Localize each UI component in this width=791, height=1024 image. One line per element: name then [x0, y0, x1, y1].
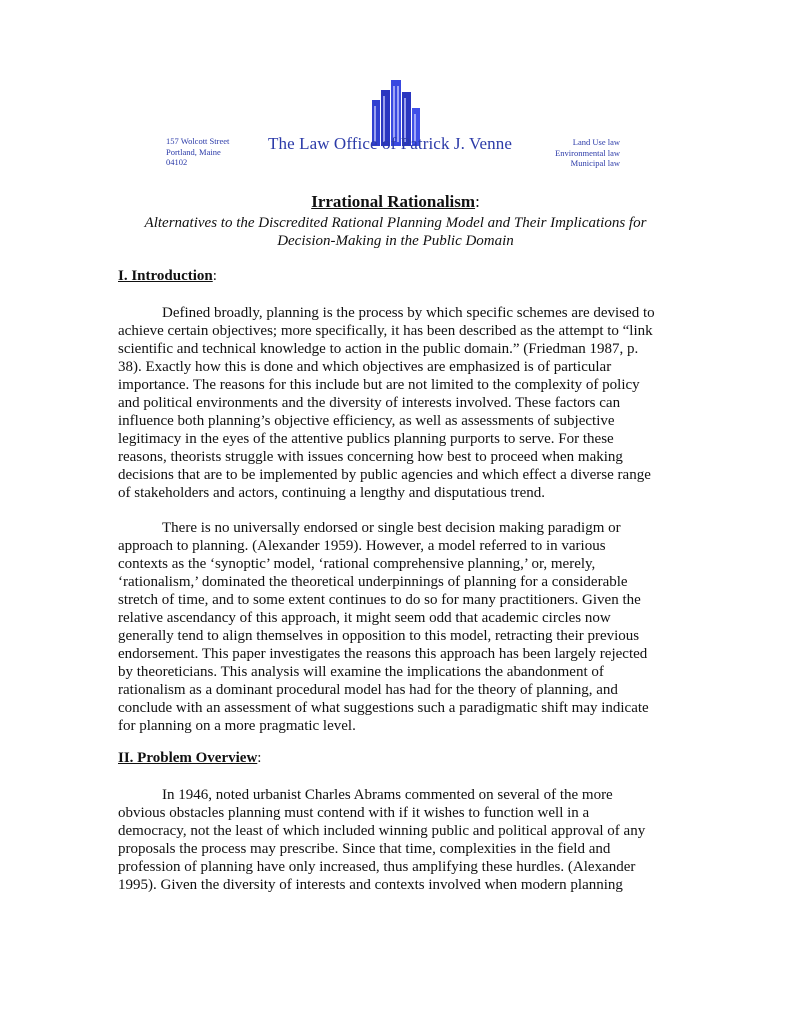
section-heading-colon: :	[212, 268, 217, 284]
firm-address	[166, 136, 229, 168]
practice-line: Municipal law	[570, 158, 620, 168]
text-line: There is no universally endorsed or single best decision making paradigm or	[162, 520, 621, 536]
address-line: 157 Wolcott Street	[166, 136, 230, 146]
practice-line: Environmental law	[555, 147, 620, 158]
section-heading-problem-overview	[118, 750, 261, 767]
text-line: contexts as the ‘synoptic’ model, ‘rational comprehensive planning,’ or, merely,	[118, 556, 596, 572]
text-line: ‘rationalism,’ dominated the theoretical underpinnings of planning for a considerable	[118, 574, 628, 590]
practice-areas	[548, 137, 620, 169]
text-line: profession of planning have only increased, thus amplifying these hurdles. (Alexander	[118, 859, 636, 875]
section-heading-text: II. Problem Overview	[118, 750, 258, 766]
text-line: influence both planning’s objective efficiency, as well as assessments of subjective	[118, 413, 615, 429]
title-colon: :	[475, 192, 480, 211]
subtitle-line: Decision-Making in the Public Domain	[277, 233, 514, 249]
document-title	[0, 192, 791, 212]
paragraph	[118, 519, 678, 735]
letterhead	[0, 70, 791, 180]
firm-name: The Law Office of Patrick J. Venne	[268, 134, 512, 153]
text-line: obvious obstacles planning must contend with if it wishes to function well in a	[118, 805, 590, 821]
practice-line: Land Use law	[572, 137, 620, 147]
text-line: 38). Exactly how this is done and which objectives are emphasized is of particular	[118, 359, 612, 375]
text-line: scientific and technical knowledge to action in the public domain.” (Friedman 1987, p.	[118, 341, 639, 357]
text-line: achieve certain objectives; more specifically, it has been described as the attempt to “link	[118, 323, 653, 339]
text-line: by theoreticians. This analysis will examine the implications the abandonment of	[118, 664, 604, 680]
address-line: Portland, Maine	[166, 146, 221, 157]
title-text: Irrational Rationalism	[311, 192, 476, 211]
text-line: endorsement. This paper investigates the reasons this approach has been largely rejected	[118, 646, 648, 662]
text-line: rationalism as a dominant procedural model has had for the theory of planning, and	[118, 682, 618, 698]
text-line: 1995). Given the diversity of interests and contexts involved when modern planning	[118, 877, 623, 893]
text-line: relative ascendancy of this approach, it might seem odd that academic circles now	[118, 610, 611, 626]
text-line: proposals the process may prescribe. Since that time, complexities in the field and	[118, 841, 611, 857]
paragraph	[118, 786, 678, 894]
document-subtitle	[110, 214, 681, 250]
text-line: reasons, theorists struggle with issues concerning how best to proceed when making	[118, 449, 623, 465]
text-line: conclude with an assessment of what suggestions such a paradigmatic shift may indicate	[118, 700, 649, 716]
address-line: 04102	[166, 157, 188, 167]
text-line: for planning on a more pragmatic level.	[118, 718, 356, 734]
section-heading-introduction	[118, 268, 217, 285]
text-line: Defined broadly, planning is the process by which specific schemes are devised to	[162, 305, 655, 321]
text-line: and political environments and the diversity of interests involved. These factors can	[118, 395, 621, 411]
section-heading-colon: :	[257, 750, 262, 766]
text-line: generally tend to align themselves in opposition to this model, retracting their previous	[118, 628, 640, 644]
text-line: legitimacy in the eyes of the attentive publics planning purports to serve. For these	[118, 431, 614, 447]
text-line: In 1946, noted urbanist Charles Abrams commented on several of the more	[162, 787, 613, 803]
text-line: importance. The reasons for this include but are not limited to the complexity of policy	[118, 377, 640, 393]
section-heading-text: I. Introduction	[118, 268, 213, 284]
text-line: democracy, not the least of which included winning public and political approval of any	[118, 823, 646, 839]
subtitle-line: Alternatives to the Discredited Rational Planning Model and Their Implications for	[144, 215, 647, 231]
text-line: of stakeholders and actors, continuing a lengthy and disputatious trend.	[118, 485, 545, 501]
paragraph	[118, 304, 678, 502]
text-line: decisions that are to be implemented by public agencies and which effect a diverse range	[118, 467, 651, 483]
text-line: stretch of time, and to some extent continues to do so for many practitioners. Given the	[118, 592, 641, 608]
text-line: approach to planning. (Alexander 1959). However, a model referred to in various	[118, 538, 606, 554]
